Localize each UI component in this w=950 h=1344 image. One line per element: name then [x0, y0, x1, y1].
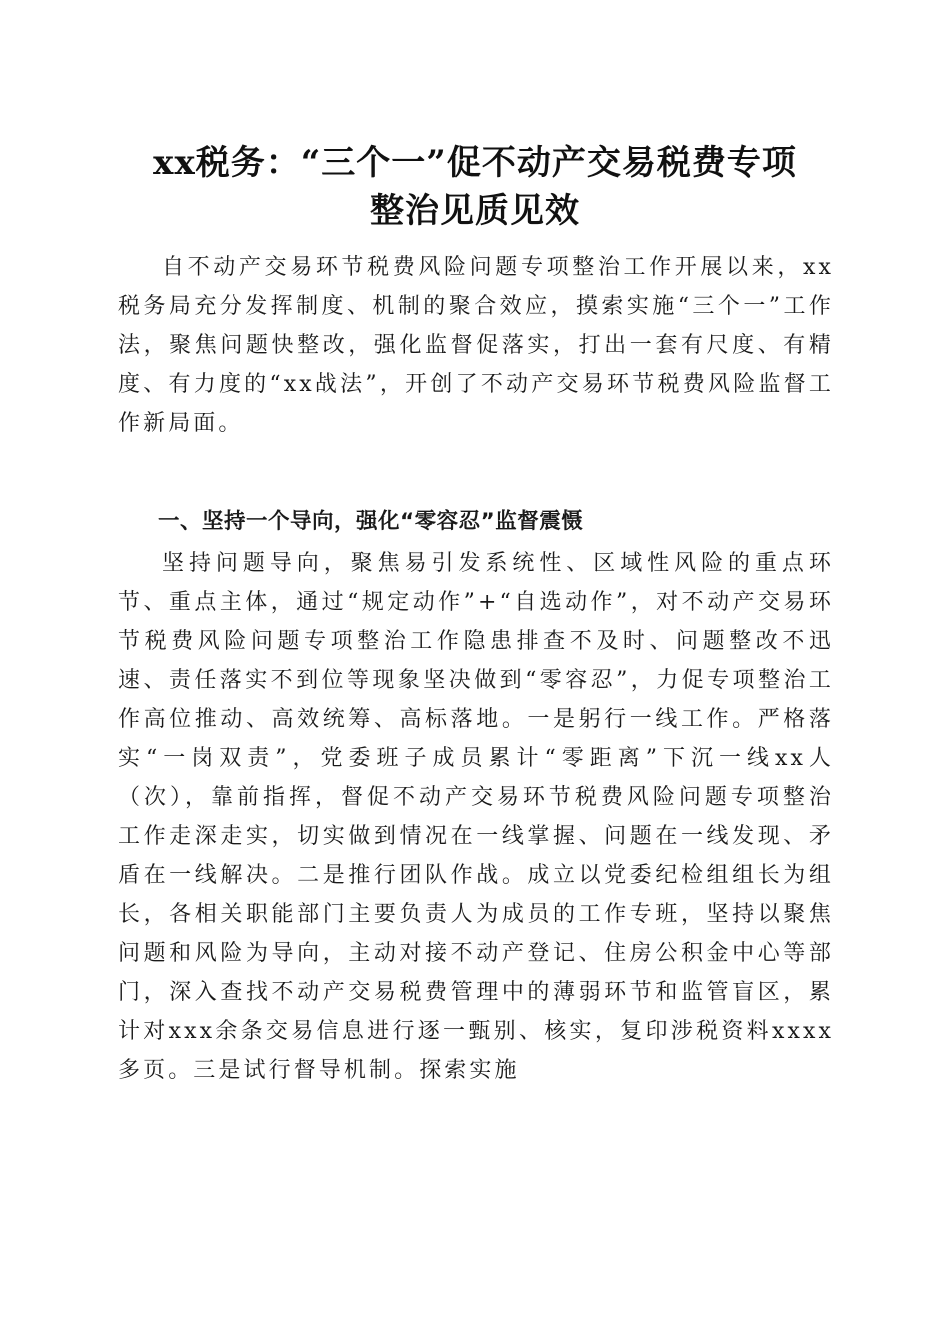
document-title-line-1: xx税务：“三个一”促不动产交易税费专项	[153, 143, 797, 183]
document-title-line-2: 整治见质见效	[370, 191, 580, 231]
intro-paragraph: 自不动产交易环节税费风险问题专项整治工作开展以来，xx税务局充分发挥制度、机制的聚合效应，摸索实施“三个一”工作法，聚焦问题快整改，强化监督促落实，打出一套有尺度、有精度、有力度的“xx战法”，开创了不动产交易环节税费风险监督工作新局面。	[118, 255, 834, 436]
section-1-heading: 一、坚持一个导向，强化“零容忍”监督震慑	[158, 509, 584, 534]
section-1-paragraph: 坚持问题导向，聚焦易引发系统性、区域性风险的重点环节、重点主体，通过“规定动作”+“自选动作”，对不动产交易环节税费风险问题专项整治工作隐患排查不及时、问题整改不迅速、责任落实不到位等现象坚决做到“零容忍”，力促专项整治工作高位推动、高效统筹、高标落地。一是躬行一线工作。严格落实“一岗双责”，党委班子成员累计“零距离”下沉一线xx人（次），靠前指挥，督促不动产交易环节税费风险问题专项整治工作走深走实，切实做到情况在一线掌握、问题在一线发现、矛盾在一线解决。二是推行团队作战。成立以党委纪检组组长为组长，各相关职能部门主要负责人为成员的工作专班，坚持以聚焦问题和风险为导向，主动对接不动产登记、住房公积金中心等部门，深入查找不动产交易税费管理中的薄弱环节和监管盲区，累计对xxx余条交易信息进行逐一甄别、核实，复印涉税资料xxxx多页。三是试行督导机制。探索实施	[118, 551, 834, 1083]
